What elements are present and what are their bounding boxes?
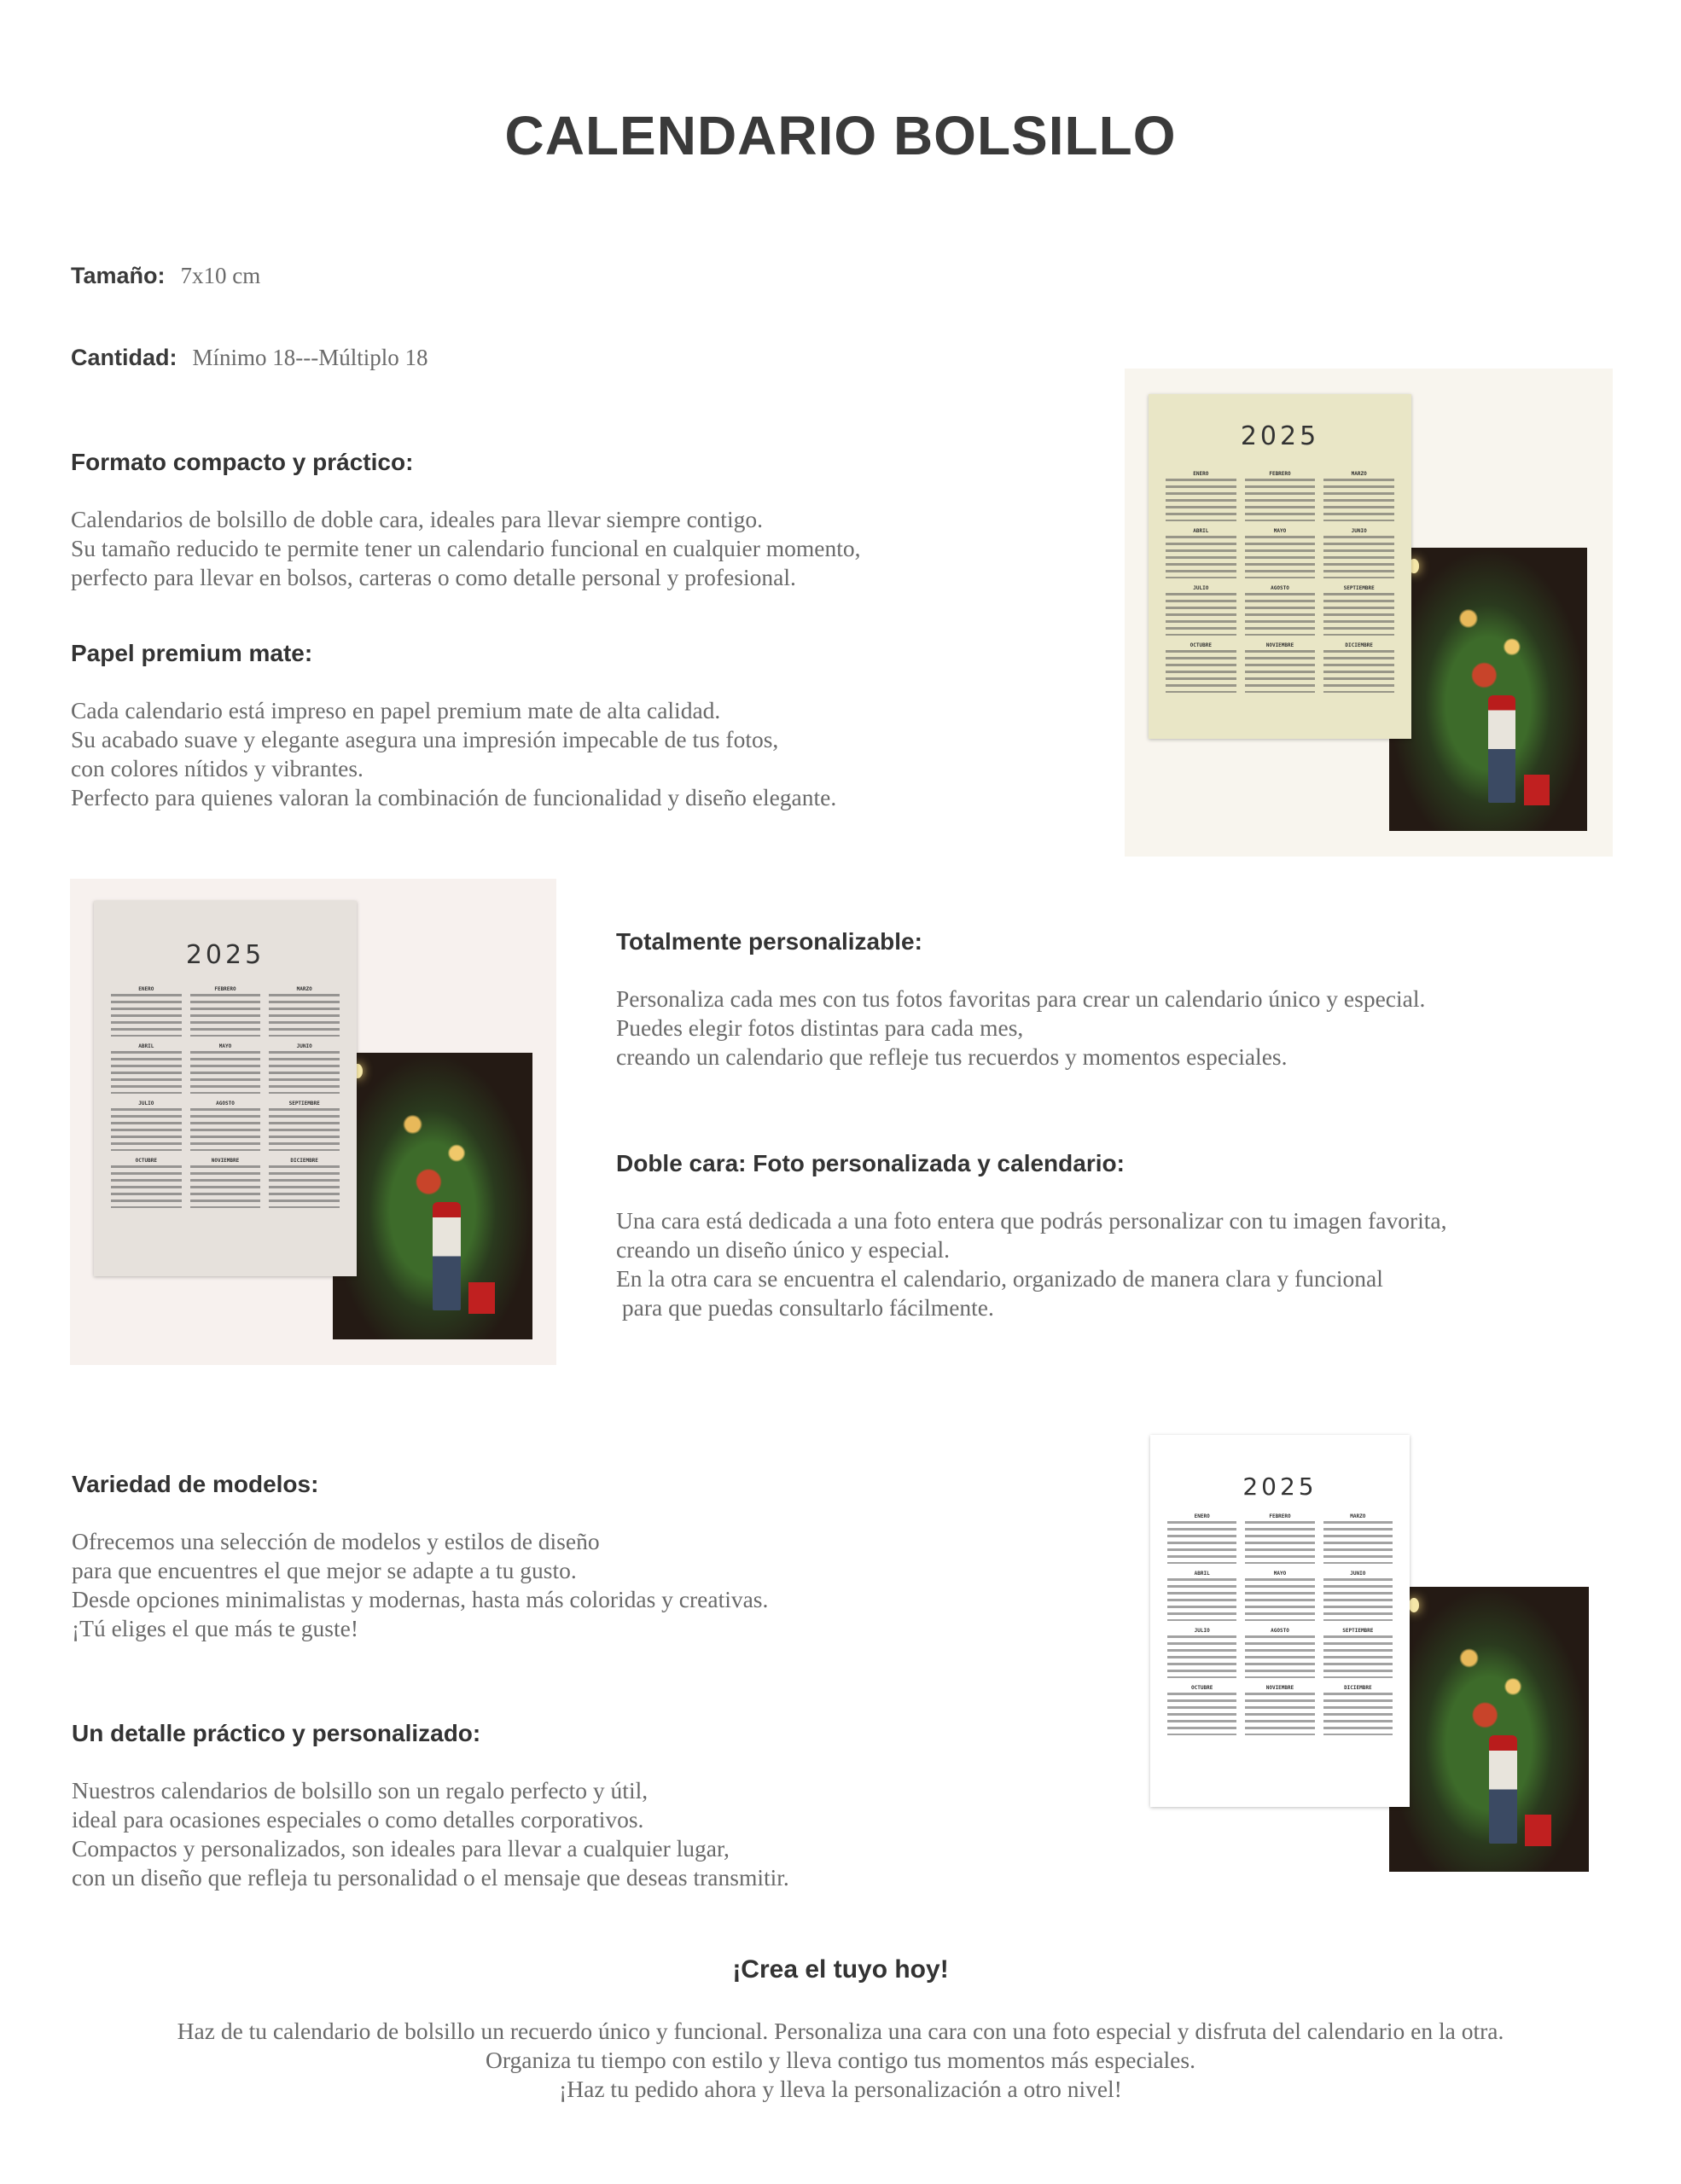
calendar-month xyxy=(1323,642,1394,693)
month-name: AGOSTO xyxy=(216,1101,235,1107)
month-days xyxy=(1166,479,1236,521)
month-name: SEPTIEMBRE xyxy=(288,1101,320,1107)
month-name: FEBRERO xyxy=(1269,1513,1291,1519)
calendar-month xyxy=(111,1158,182,1208)
calendar-month xyxy=(190,1158,261,1208)
month-days xyxy=(190,994,261,1037)
month-days xyxy=(1167,1693,1236,1735)
calendar-month xyxy=(1245,642,1316,693)
calendar-month xyxy=(1323,471,1394,521)
closing-line: Organiza tu tiempo con estilo y lleva contigo tus momentos más especiales. xyxy=(486,2047,1195,2073)
calendar-month xyxy=(1167,1571,1236,1621)
page-title: CALENDARIO BOLSILLO xyxy=(504,105,1177,166)
section-papel xyxy=(71,640,836,812)
calendar-month xyxy=(1245,1513,1314,1564)
size-value: 7x10 cm xyxy=(180,263,261,288)
month-name: MAYO xyxy=(218,1043,232,1049)
calendar-month xyxy=(1245,1685,1314,1735)
closing-line: Haz de tu calendario de bolsillo un recuerdo único y funcional. Personaliza una cara con una foto especial y disfruta del calendario en la otra. xyxy=(177,2018,1504,2044)
calendar-year: 2025 xyxy=(1240,421,1320,451)
section-line: ¡Tú eliges el que más te guste! xyxy=(72,1615,359,1641)
month-name: SEPTIEMBRE xyxy=(1343,585,1375,591)
month-name: MAYO xyxy=(1273,528,1287,534)
month-name: FEBRERO xyxy=(214,986,236,992)
month-name: ENERO xyxy=(1194,1513,1210,1519)
month-name: JULIO xyxy=(1194,1628,1210,1634)
section-heading: Totalmente personalizable: xyxy=(616,928,922,955)
closing-text xyxy=(0,2017,1681,2104)
section-doble-cara xyxy=(616,1150,1447,1322)
month-name: NOVIEMBRE xyxy=(211,1158,240,1164)
month-name: JUNIO xyxy=(1350,1571,1366,1577)
product-mockup-trees xyxy=(1126,1408,1613,1896)
month-name: ENERO xyxy=(1193,471,1209,477)
calendar-month xyxy=(1166,585,1236,636)
month-days xyxy=(1323,593,1394,636)
month-days xyxy=(1245,1693,1314,1735)
calendar-month xyxy=(269,1101,340,1151)
section-formato xyxy=(71,449,861,592)
calendar-month xyxy=(1323,1685,1393,1735)
month-days xyxy=(1245,593,1316,636)
calendar-month xyxy=(1323,1513,1393,1564)
calendar-month xyxy=(1167,1628,1236,1678)
section-line: Calendarios de bolsillo de doble cara, ideales para llevar siempre contigo. xyxy=(71,506,763,532)
calendar-month xyxy=(111,986,182,1037)
month-days xyxy=(269,994,340,1037)
month-name: DICIEMBRE xyxy=(290,1158,318,1164)
section-line: creando un diseño único y especial. xyxy=(616,1236,950,1263)
month-name: ABRIL xyxy=(138,1043,154,1049)
section-line: con un diseño que refleja tu personalidad o el mensaje que deseas transmitir. xyxy=(72,1864,789,1891)
month-days xyxy=(1245,1635,1314,1678)
calendar-month xyxy=(1323,585,1394,636)
month-days xyxy=(190,1051,261,1094)
calendar-card xyxy=(1149,394,1411,739)
month-name: SEPTIEMBRE xyxy=(1342,1628,1374,1634)
section-variedad xyxy=(72,1471,768,1643)
section-line: Una cara está dedicada a una foto entera que podrás personalizar con tu imagen favorita, xyxy=(616,1207,1447,1234)
quantity-value: Mínimo 18---Múltiplo 18 xyxy=(192,345,428,370)
calendar-month xyxy=(1167,1685,1236,1735)
calendar-month xyxy=(1166,642,1236,693)
month-days xyxy=(1323,536,1394,578)
month-days xyxy=(1245,1521,1314,1564)
calendar-month xyxy=(1245,1571,1314,1621)
section-heading: Formato compacto y práctico: xyxy=(71,449,414,475)
quantity-label: Cantidad: xyxy=(71,345,177,370)
section-heading: Un detalle práctico y personalizado: xyxy=(72,1720,481,1746)
section-line: Compactos y personalizados, son ideales para llevar a cualquier lugar, xyxy=(72,1835,730,1862)
month-days xyxy=(269,1165,340,1208)
month-days xyxy=(1166,593,1236,636)
month-days xyxy=(1323,1521,1393,1564)
product-mockup-leaves xyxy=(70,879,556,1365)
section-line: ideal para ocasiones especiales o como detalles corporativos. xyxy=(72,1806,644,1833)
product-mockup-green xyxy=(1125,369,1613,857)
month-days xyxy=(1245,1578,1314,1621)
month-name: ENERO xyxy=(138,986,154,992)
month-days xyxy=(1323,479,1394,521)
calendar-month xyxy=(1323,1628,1393,1678)
month-days xyxy=(1167,1578,1236,1621)
section-line: con colores nítidos y vibrantes. xyxy=(71,755,364,781)
month-days xyxy=(1245,536,1316,578)
quantity-spec xyxy=(71,345,428,371)
calendar-month xyxy=(1245,1628,1314,1678)
calendar-month xyxy=(1323,528,1394,578)
section-line: creando un calendario que refleje tus recuerdos y momentos especiales. xyxy=(616,1043,1288,1070)
month-name: JUNIO xyxy=(1351,528,1367,534)
month-days xyxy=(111,1165,182,1208)
month-days xyxy=(190,1108,261,1151)
section-heading: Doble cara: Foto personalizada y calendario: xyxy=(616,1150,1125,1176)
section-line: Su acabado suave y elegante asegura una impresión impecable de tus fotos, xyxy=(71,726,779,752)
calendar-month xyxy=(1245,528,1316,578)
month-name: DICIEMBRE xyxy=(1344,1685,1372,1691)
month-name: MARZO xyxy=(1350,1513,1366,1519)
section-line: Cada calendario está impreso en papel premium mate de alta calidad. xyxy=(71,697,721,723)
calendar-year: 2025 xyxy=(1242,1472,1317,1501)
size-label: Tamaño: xyxy=(71,263,166,288)
month-days xyxy=(1166,650,1236,693)
calendar-month xyxy=(190,986,261,1037)
section-line: En la otra cara se encuentra el calendario, organizado de manera clara y funcional xyxy=(616,1265,1383,1292)
calendar-card xyxy=(94,901,357,1276)
size-spec xyxy=(71,263,260,289)
closing-line: ¡Haz tu pedido ahora y lleva la personalización a otro nivel! xyxy=(559,2076,1122,2102)
section-detalle xyxy=(72,1720,789,1892)
section-line: Personaliza cada mes con tus fotos favoritas para crear un calendario único y especial. xyxy=(616,985,1426,1012)
calendar-month xyxy=(190,1043,261,1094)
call-to-action: ¡Crea el tuyo hoy! xyxy=(732,1955,949,1984)
section-heading: Papel premium mate: xyxy=(71,640,313,666)
month-name: MARZO xyxy=(1351,471,1367,477)
month-name: NOVIEMBRE xyxy=(1265,642,1294,648)
month-days xyxy=(111,1108,182,1151)
calendar-month xyxy=(269,1043,340,1094)
month-name: JUNIO xyxy=(296,1043,312,1049)
calendar-month xyxy=(1167,1513,1236,1564)
month-days xyxy=(1323,1578,1393,1621)
month-name: ABRIL xyxy=(1193,528,1209,534)
calendar-card xyxy=(1150,1435,1410,1807)
month-name: MARZO xyxy=(296,986,312,992)
calendar-month xyxy=(111,1101,182,1151)
month-name: OCTUBRE xyxy=(1189,642,1212,648)
month-days xyxy=(1323,1693,1393,1735)
month-name: AGOSTO xyxy=(1271,585,1289,591)
month-name: OCTUBRE xyxy=(1191,1685,1213,1691)
month-days xyxy=(269,1108,340,1151)
section-line: para que encuentres el que mejor se adapte a tu gusto. xyxy=(72,1557,577,1583)
calendar-month xyxy=(1245,471,1316,521)
month-days xyxy=(190,1165,261,1208)
family-photo xyxy=(1389,548,1587,831)
section-personalizable xyxy=(616,928,1425,1072)
month-days xyxy=(1323,650,1394,693)
month-name: MAYO xyxy=(1273,1571,1287,1577)
month-name: FEBRERO xyxy=(1269,471,1291,477)
month-days xyxy=(269,1051,340,1094)
calendar-month xyxy=(1166,471,1236,521)
calendar-month xyxy=(269,986,340,1037)
month-name: NOVIEMBRE xyxy=(1265,1685,1294,1691)
section-line: Perfecto para quienes valoran la combinación de funcionalidad y diseño elegante. xyxy=(71,784,837,810)
section-line: Puedes elegir fotos distintas para cada mes, xyxy=(616,1014,1024,1041)
month-name: AGOSTO xyxy=(1271,1628,1289,1634)
calendar-year: 2025 xyxy=(185,940,265,970)
calendar-month xyxy=(269,1158,340,1208)
month-name: JULIO xyxy=(1193,585,1209,591)
month-days xyxy=(1167,1521,1236,1564)
month-days xyxy=(1245,650,1316,693)
section-line: Nuestros calendarios de bolsillo son un regalo perfecto y útil, xyxy=(72,1777,649,1804)
month-days xyxy=(111,994,182,1037)
family-photo xyxy=(1389,1587,1589,1872)
calendar-month xyxy=(111,1043,182,1094)
calendar-month xyxy=(1323,1571,1393,1621)
month-days xyxy=(1166,536,1236,578)
month-name: JULIO xyxy=(138,1101,154,1107)
month-days xyxy=(1323,1635,1393,1678)
calendar-month xyxy=(190,1101,261,1151)
family-photo xyxy=(333,1053,532,1339)
section-heading: Variedad de modelos: xyxy=(72,1471,319,1497)
month-days xyxy=(111,1051,182,1094)
section-line: Desde opciones minimalistas y modernas, hasta más coloridas y creativas. xyxy=(72,1586,769,1612)
month-name: DICIEMBRE xyxy=(1345,642,1373,648)
calendar-month xyxy=(1166,528,1236,578)
section-line: Ofrecemos una selección de modelos y estilos de diseño xyxy=(72,1528,600,1554)
section-line: para que puedas consultarlo fácilmente. xyxy=(616,1294,994,1321)
calendar-month xyxy=(1245,585,1316,636)
month-name: OCTUBRE xyxy=(135,1158,157,1164)
month-days xyxy=(1245,479,1316,521)
section-line: Su tamaño reducido te permite tener un calendario funcional en cualquier momento, xyxy=(71,535,861,561)
month-days xyxy=(1167,1635,1236,1678)
month-name: ABRIL xyxy=(1194,1571,1210,1577)
section-line: perfecto para llevar en bolsos, carteras o como detalle personal y profesional. xyxy=(71,564,796,590)
